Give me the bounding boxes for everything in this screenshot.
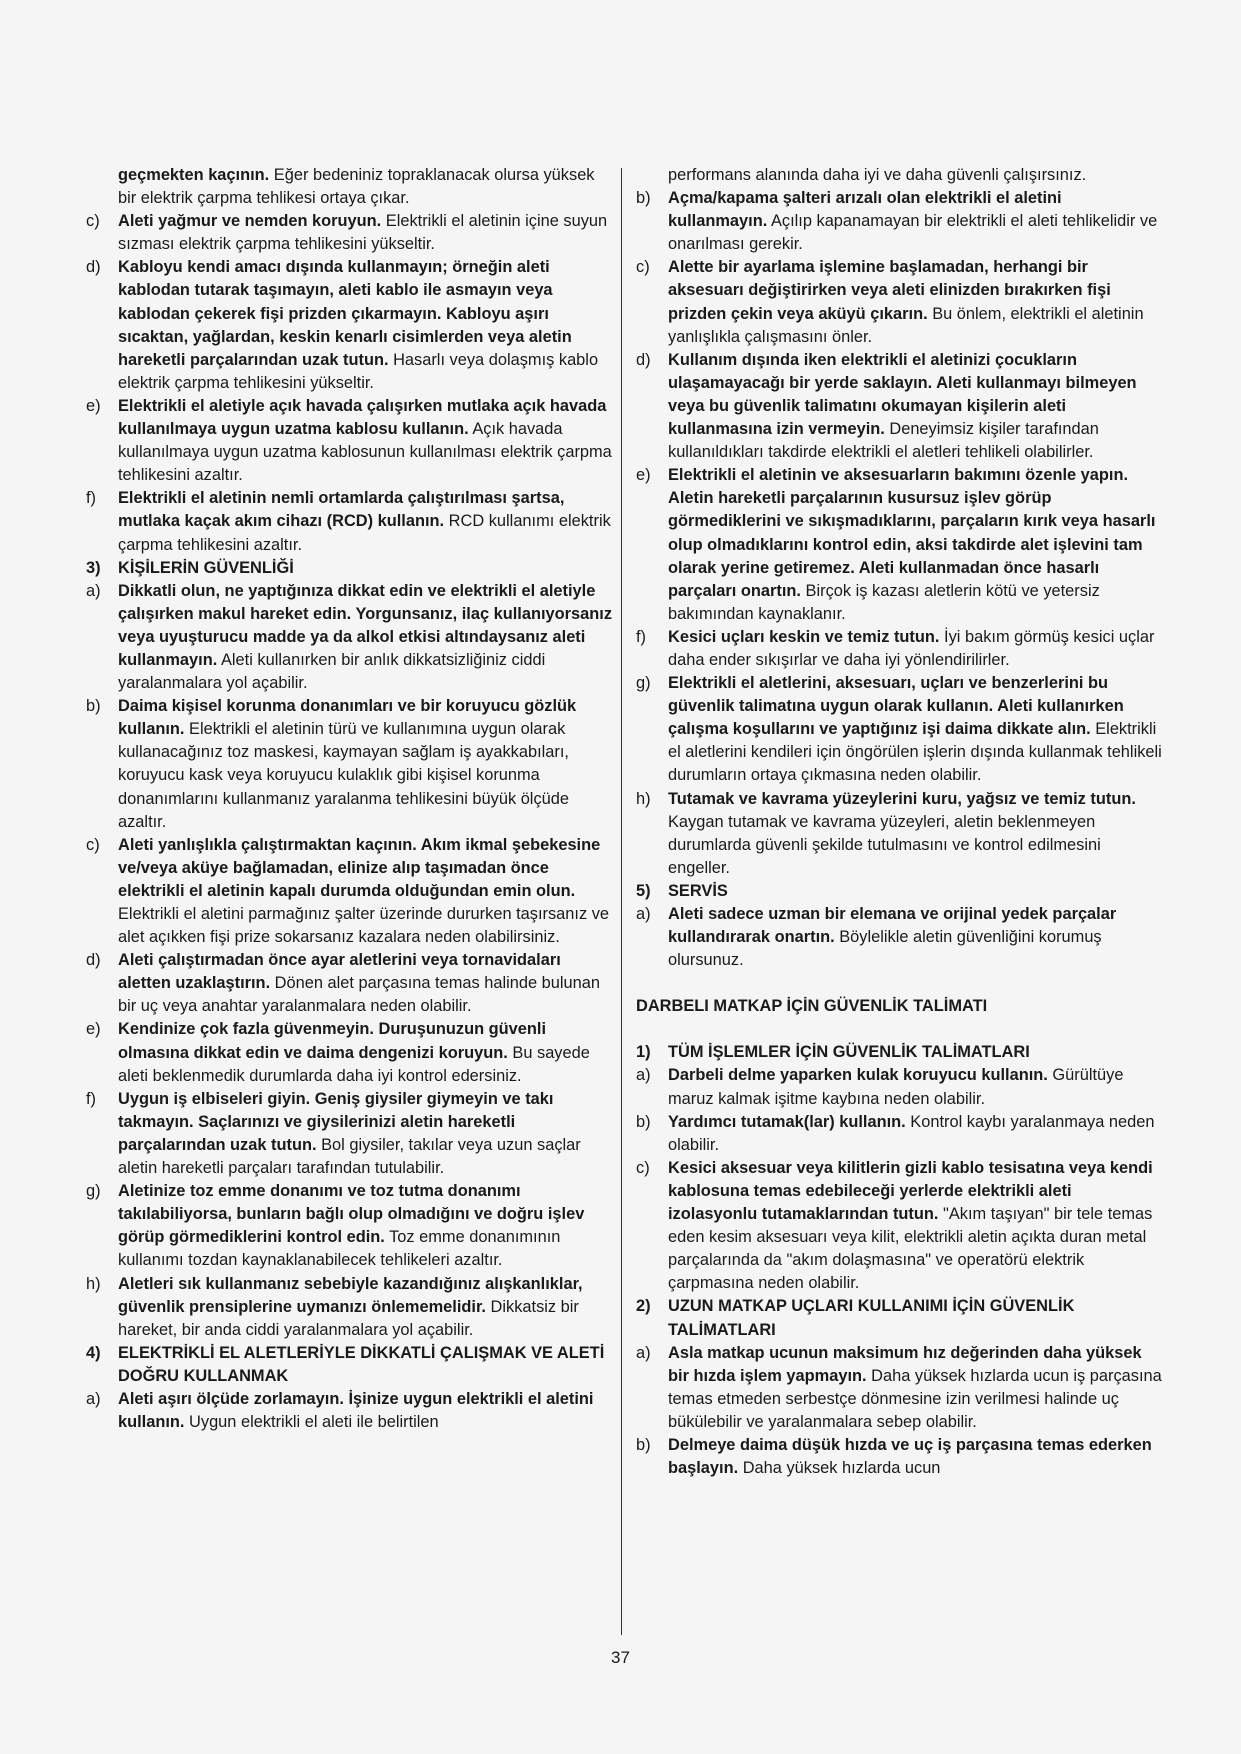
left-column <box>86 164 614 1434</box>
ops-item-c: c) Kesici aksesuar veya kilitlerin gizli kablo tesisatına veya kendi kablosuna temas edebileceği yerlerde elektrikli aleti izolasyonlu tutamaklarından tutun. "Akım taşıyan" bir tele temas eden kesim aksesuarı veya kilit, elektrikli aletin açıkta duran metal parçalarında da "akım dolaşmasına" ve operatörü elektrik çarpmasına neden olabilir. <box>636 1158 1153 1293</box>
ops-item-a: a) Darbeli delme yaparken kulak koruyucu kullanın. Gürültüye maruz kalmak işitme kaybına neden olabilir. <box>636 1066 1124 1108</box>
tool-item-f: f) Kesici uçları keskin ve temiz tutun. İyi bakım görmüş kesici uçlar daha ender sıkışırlar ve daha iyi yönlendirilirler. <box>636 627 1155 669</box>
personal-item-b: b) Daima kişisel korunma donanımları ve bir koruyucu gözlük kullanın. Elektrikli el aletinin türü ve kullanımına uygun olarak kullanacağınız toz maskesi, kaymayan sağlam iş ayakkabıları, koruyucu kask veya koruyucu kulaklık gibi kişisel korunma donanımlarını kullanmanız yaralanma tehlikesini büyük ölçüde azaltır. <box>86 697 577 831</box>
tool-item-d: d) Kullanım dışında iken elektrikli el aletinizi çocukların ulaşamayacağı bir yerde saklayın. Aleti kullanmayı bilmeyen veya bu güvenlik talimatını okumayan kişilerin aleti kullanmasına izin vermeyin. Deneyimsiz kişiler tarafından kullanıldıkları takdirde elektrikli el aletleri tehlikeli olabilirler. <box>636 350 1137 462</box>
item-c: c) Aleti yağmur ve nemden koruyun. Elektrikli el aletinin içine suyun sızması elektrik çarpma tehlikesini yükseltir. <box>86 212 608 254</box>
personal-item-f: f) Uygun iş elbiseleri giyin. Geniş giysiler giymeyin ve takı takmayın. Saçlarınızı ve giysilerinizi aletin hareketli parçalarından uzak tutun. Bol giysiler, takılar veya uzun saçlar aletin hareketli parçaları tarafından tutulabilir. <box>86 1089 581 1178</box>
section-3-heading: 3) KİŞİLERİN GÜVENLİĞİ <box>86 558 294 577</box>
continued-paragraph-right: performans alanında daha iyi ve daha güvenli çalışırsınız. <box>668 166 1087 184</box>
personal-item-a: a) Dikkatli olun, ne yaptığınıza dikkat edin ve elektrikli el aletiyle çalışırken makul hareket edin. Yorgunsanız, ilaç kullanıyorsanız veya uyuşturucu madde ya da alkol etkisi altındaysanız aleti kullanmayın. Aleti kullanırken bir anlık dikkatsizliğiniz ciddi yaralanmalara yol açabilir. <box>86 581 613 693</box>
section-1-heading: 1) TÜM İŞLEMLER İÇİN GÜVENLİK TALİMATLARI <box>636 1043 1030 1062</box>
section-4-heading: 4) ELEKTRİKLİ EL ALETLERİYLE DİKKATLİ ÇALIŞMAK VE ALETİ DOĞRU KULLANMAK <box>86 1343 605 1385</box>
ops-item-b: b) Yardımcı tutamak(lar) kullanın. Kontrol kaybı yaralanmaya neden olabilir. <box>636 1112 1155 1154</box>
right-column <box>636 164 1164 1480</box>
section-5-heading: 5) SERVİS <box>636 881 728 900</box>
item-f: f) Elektrikli el aletinin nemli ortamlarda çalıştırılması şartsa, mutlaka kaçak akım cihazı (RCD) kullanın. RCD kullanımı elektrik çarpma tehlikesini azaltır. <box>86 489 611 554</box>
long-bit-item-a: a) Asla matkap ucunun maksimum hız değerinden daha yüksek bir hızda işlem yapmayın. Daha yüksek hızlarda ucun iş parçasına temas etmeden serbestçe dönmesine izin verilmesi halinde uç bükülebilir ve yaralanmalara sebep olabilir. <box>636 1343 1162 1431</box>
item-d: d) Kabloyu kendi amacı dışında kullanmayın; örneğin aleti kablodan tutarak taşımayın, aleti kablo ile asmayın veya kablodan çekerek fişi prizden çıkarmayın. Kabloyu aşırı sıcaktan, yağlardan, keskin kenarlı cisimlerden veya aletin hareketli parçalarından uzak tutun. Hasarlı veya dolaşmış kablo elektrik çarpma tehlikesini yükseltir. <box>86 258 599 392</box>
column-divider <box>621 168 622 1635</box>
personal-item-d: d) Aleti çalıştırmadan önce ayar aletlerini veya tornavidaları aletten uzaklaştırın. Dönen alet parçasına temas halinde bulunan bir uç veya anahtar yaralanmalara neden olabilir. <box>86 951 600 1016</box>
personal-item-c: c) Aleti yanlışlıkla çalıştırmaktan kaçının. Akım ikmal şebekesine ve/veya aküye bağlamadan, elinize alıp taşımadan önce elektrikli el aletinin kapalı durumda olduğundan emin olun. Elektrikli el aletini parmağınız şalter üzerinde dururken taşırsanız ve alet açıkken fişi prize sokarsanız kazalara neden olabilirsiniz. <box>86 835 610 947</box>
tool-item-e: e) Elektrikli el aletinin ve aksesuarların bakımını özenle yapın. Aletin hareketli parçalarının kusursuz işlev görüp görmediklerini ve sıkışmadıklarını, parçaların kırık veya hasarlı olup olmadıklarını kontrol edin, aksi takdirde alet işlevini tam olarak yerine getiremez. Aleti kullanmadan önce hasarlı parçaları onartın. Birçok iş kazası aletlerin kötü ve yetersiz bakımından kaynaklanır. <box>636 466 1156 623</box>
tool-item-b: b) Açma/kapama şalteri arızalı olan elektrikli el aletini kullanmayın. Açılıp kapanamayan bir elektrikli el aleti tehlikelidir ve onarılması gerekir. <box>636 189 1158 254</box>
tool-item-a: a) Aleti aşırı ölçüde zorlamayın. İşinize uygun elektrikli el aletini kullanın. Uygun elektrikli el aleti ile belirtilen <box>86 1389 594 1432</box>
page-number: 37 <box>611 1648 630 1667</box>
section-2-heading: 2) UZUN MATKAP UÇLARI KULLANIMI İÇİN GÜVENLİK TALİMATLARI <box>636 1297 1075 1339</box>
main-section-title: DARBELI MATKAP İÇİN GÜVENLİK TALİMATI <box>636 997 988 1016</box>
personal-item-h: h) Aletleri sık kullanmanız sebebiyle kazandığınız alışkanlıklar, güvenlik prensiplerine uymanızı önlememelidir. Dikkatsiz bir hareket, bir anda ciddi yaralanmalara yol açabilir. <box>86 1274 583 1339</box>
tool-item-h: h) Tutamak ve kavrama yüzeylerini kuru, yağsız ve temiz tutun. Kaygan tutamak ve kavrama yüzeyleri, aletin beklenmeyen durumlarda güvenli şekilde tutulmasını ve kontrol edilmesini engeller. <box>636 789 1136 877</box>
personal-item-g: g) Aletinize toz emme donanımı ve toz tutma donanımı takılabiliyorsa, bunların bağlı olup olmadığını ve doğru işlev görüp görmediklerini kontrol edin. Toz emme donanımının kullanımı tozdan kaynaklanabilecek tehlikeleri azaltır. <box>86 1182 585 1270</box>
item-e: e) Elektrikli el aletiyle açık havada çalışırken mutlaka açık havada kullanılmaya uygun uzatma kablosu kullanın. Açık havada kullanılmaya uygun uzatma kablosunun kullanılması elektrik çarpma tehlikesini azaltır. <box>86 396 612 485</box>
tool-item-c: c) Alette bir ayarlama işlemine başlamadan, herhangi bir aksesuarı değiştirirken veya aleti elinizden bırakırken fişi prizden çekin veya aküyü çıkarın. Bu önlem, elektrikli el aletinin yanlışlıkla çalışmasını önler. <box>636 258 1144 346</box>
service-item-a: a) Aleti sadece uzman bir elemana ve orijinal yedek parçalar kullandırarak onartın. Böylelikle aletin güvenliğini korumuş olursunuz. <box>636 905 1117 970</box>
tool-item-g: g) Elektrikli el aletlerini, aksesuarı, uçları ve benzerlerini bu güvenlik talimatına uygun olarak kullanın. Aleti kullanırken çalışma koşullarını ve yaptığınız işi daima dikkate alın. Elektrikli el aletlerini kendileri için öngörülen işlerin dışında kullanmak tehlikeli durumların ortaya çıkmasına neden olabilir. <box>636 674 1162 785</box>
continued-paragraph: geçmekten kaçının. Eğer bedeniniz topraklanacak olursa yüksek bir elektrik çarpma tehlikesi ortaya çıkar. <box>118 166 595 208</box>
personal-item-e: e) Kendinize çok fazla güvenmeyin. Duruşunuzun güvenli olmasına dikkat edin ve daima dengenizi koruyun. Bu sayede aleti beklenmedik durumlarda daha iyi kontrol edersiniz. <box>86 1020 590 1085</box>
long-bit-item-b: b) Delmeye daima düşük hızda ve uç iş parçasına temas ederken başlayın. Daha yüksek hızlarda ucun <box>636 1435 1152 1478</box>
